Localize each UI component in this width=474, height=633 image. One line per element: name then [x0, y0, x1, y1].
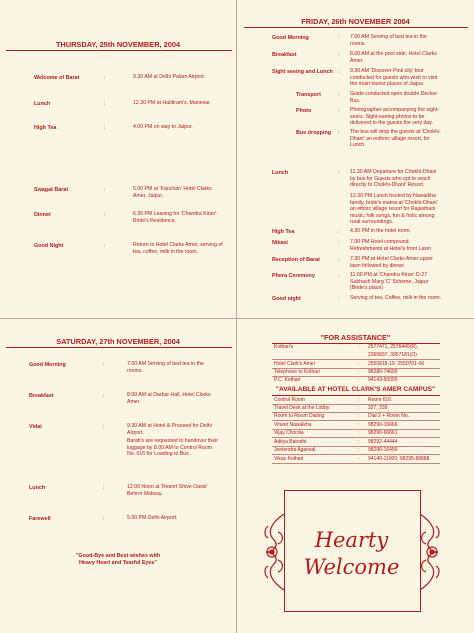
colon: :	[104, 212, 106, 218]
contact-name: Telephone to Kothari	[274, 369, 320, 375]
event-label: Good Morning	[29, 362, 66, 368]
event-label: Breakfast	[29, 393, 54, 399]
colon: :	[104, 101, 106, 107]
colon: :	[338, 170, 340, 176]
event-label: Good Night	[34, 243, 64, 249]
event-label: Welcome of Barat	[34, 75, 80, 81]
row-separator	[272, 454, 440, 455]
event-value: 7.00 AM Serving of bed tea in the rooms.	[350, 34, 427, 47]
contact-value: 327, 339	[368, 405, 388, 411]
colon: :	[103, 485, 105, 491]
colon: :	[104, 75, 106, 81]
event-label: Dinner	[34, 212, 52, 218]
contact-value: 2577471, 2576449(R),	[368, 344, 419, 350]
colon: :	[103, 516, 105, 522]
thursday-title: THURSDAY, 25th NOVEMBER, 2004	[55, 40, 181, 49]
closing-line: Heavy Heart and Tearful Eyes"	[79, 560, 157, 566]
event-label: High Tea	[272, 229, 295, 235]
colon: :	[358, 377, 360, 383]
event-value: 8.00 AM at Darbar Hall, Hotel Clarks Amer.	[127, 392, 211, 405]
colon: :	[103, 424, 105, 430]
colon: :	[358, 361, 360, 367]
contact-value: Dial 2 + Room No.	[368, 413, 409, 419]
contact-name: Control Room	[274, 397, 305, 403]
colon: :	[338, 229, 340, 235]
event-label: Phera Ceremony	[272, 273, 315, 279]
colon: :	[103, 393, 105, 399]
event-label: Nikasi	[272, 240, 288, 246]
assistance-title: "FOR ASSISTANCE"	[320, 333, 391, 342]
event-value: 11.00 PM at 'Chandra Kiran' D-27 Subhash Marg 'C' Scheme, Jaipur (Bride's place)	[350, 272, 429, 291]
event-label: Sight seeing and Lunch	[272, 69, 333, 75]
colon: :	[338, 92, 340, 98]
event-label: High Tea	[34, 125, 57, 131]
event-value: Return to Hotel Clarks Amer, serving of tea, coffee, milk in the room.	[133, 242, 223, 255]
friday-title-underline	[244, 27, 468, 28]
contact-value: 2365837, 3957181(O)	[368, 352, 417, 358]
event-value: 8.00 AM at the pool side, Hotel Clarks Amer.	[350, 51, 437, 64]
colon: :	[358, 344, 360, 350]
event-value: 9.30 AM at Delhi Palam Airport.	[133, 74, 206, 80]
event-label: Vidai	[29, 424, 42, 430]
event-value: 7.30 PM at Hotel Clarks Amer upper lawn followed by dinner.	[350, 256, 434, 269]
card-line-welcome: Welcome	[303, 555, 400, 579]
colon: :	[338, 257, 340, 263]
right-ornament-icon	[416, 512, 442, 592]
card-line-hearty: Hearty	[314, 528, 389, 552]
colon: :	[358, 447, 360, 453]
saturday-title: SATURDAY, 27th NOVEMBER, 2004	[56, 337, 180, 346]
contact-name: Travel Desk at the Lobby	[274, 405, 330, 411]
colon: :	[338, 108, 340, 114]
contact-value: 94143-50000	[368, 377, 398, 383]
colon: :	[103, 362, 105, 368]
contact-name: Vijay Chordia	[274, 430, 304, 436]
event-label: Good night	[272, 296, 301, 302]
contact-name: Jeetendra Agarwal	[274, 447, 316, 453]
event-label: Lunch	[34, 101, 51, 107]
contact-value: 98290-16456	[368, 447, 398, 453]
colon: :	[358, 405, 360, 411]
event-value: 7.00 AM Serving of bed tea in the rooms.	[127, 361, 204, 374]
colon: :	[338, 69, 340, 75]
event-label: Swagat Barat	[34, 187, 69, 193]
colon: :	[358, 413, 360, 419]
contact-name: Room to Room Dialing	[274, 413, 325, 419]
contact-name: Kothari's	[274, 344, 294, 350]
event-value: Barati's are requested to handover their luggage by 8.00 AM to Control Room No. 616 for Loading to Bus.	[127, 438, 218, 457]
colon: :	[338, 240, 340, 246]
event-label: Transport	[296, 92, 321, 98]
event-value: 12.30 PM at Haldiram's, Manesar.	[133, 100, 211, 106]
event-label: Farewell	[29, 516, 51, 522]
colon: :	[338, 130, 340, 136]
contact-value: 98280-74600	[368, 369, 398, 375]
contact-value: 2550818-19, 2550701-06	[368, 361, 425, 367]
colon: :	[338, 35, 340, 41]
event-value: 11.30 AM Departure for Chokhi-Dhani by bus for Guests who opt to reach directly to Chokhi-Dhani' Resort.	[350, 169, 437, 188]
vertical-divider	[236, 0, 237, 633]
left-ornament-icon	[262, 512, 288, 592]
colon: :	[104, 125, 106, 131]
event-label: Good Morning	[272, 35, 309, 41]
event-value: 4.30 PM in the hotel room.	[350, 228, 411, 234]
event-label: Reception of Barat	[272, 257, 320, 263]
colon: :	[358, 369, 360, 375]
contact-name: P.C. Kothari	[274, 377, 301, 383]
contact-name: Vineet Nawalkha	[274, 422, 312, 428]
row-separator	[272, 420, 440, 421]
event-value: 9.30 AM 'Discover Pink city' tour conducted for guests who wish to visit the main tourist places of Jaipur.	[350, 68, 438, 87]
event-value: 12.00 Noon at 'Resort Shive Oasis' Behror Midway.	[127, 484, 208, 497]
event-label: Bus dropping	[296, 130, 332, 136]
event-label: Photo	[296, 108, 312, 114]
contact-name: Vikas Kothari	[274, 456, 304, 462]
colon: :	[358, 422, 360, 428]
row-separator	[272, 463, 440, 464]
thursday-title-underline	[6, 50, 232, 51]
colon: :	[104, 187, 106, 193]
campus-title-underline	[272, 395, 440, 396]
colon: :	[338, 273, 340, 279]
event-label: Lunch	[272, 170, 289, 176]
event-value: 9.30 AM at Hotel & Proceed for Delhi Airport.	[127, 423, 212, 436]
event-value: 6.30 PM Leaving for 'Chandra Kiran': Bride's Residence.	[133, 211, 218, 224]
horizontal-divider	[0, 318, 474, 319]
contact-value: 98292-44444	[368, 439, 398, 445]
row-separator	[272, 359, 440, 360]
colon: :	[358, 397, 360, 403]
event-value: 4.00 PM on way to Jaipur.	[133, 124, 193, 130]
contact-name: Aditya Bairathi	[274, 439, 307, 445]
event-value: The bus will drop the guests at 'Chokhi-Dhani' an enthnic village resort, for Lunch.	[350, 129, 441, 148]
event-label: Breakfast	[272, 52, 297, 58]
colon: :	[338, 296, 340, 302]
row-separator	[272, 437, 440, 438]
event-value: 12.30 PM Lunch hosted by Nawalkha family, bride's mama at 'Chokhi-Dhani' an ethnic village resort for Rajasthani music, folk songs, fun & frolic among rural surroundings.	[350, 193, 438, 225]
contact-value: 98290-16666	[368, 422, 398, 428]
event-value: 7.00 PM Hotel compound. Refreshments at Hotel's front Lawn	[350, 239, 431, 252]
contact-value: 98290-66661	[368, 430, 398, 436]
saturday-title-underline	[6, 347, 232, 348]
event-value: 5.00 PM Delhi Airport.	[127, 515, 178, 521]
event-value: 5.00 PM at 'Kanchan' Hotel Clarks Amer, Jaipur.	[133, 186, 212, 199]
friday-title: FRIDAY, 26th NOVEMBER 2004	[301, 17, 410, 26]
event-value: Guide conducted open double Decker Bus.	[350, 91, 438, 104]
contact-value: 94140-11000, 98295-88888	[368, 456, 430, 462]
colon: :	[338, 52, 340, 58]
campus-title: "AVAILABLE AT HOTEL CLARK'S AMER CAMPUS"	[275, 386, 436, 393]
event-value: Serving of tea, Coffee, milk in the room.	[350, 295, 442, 301]
colon: :	[104, 243, 106, 249]
contact-name: Hotel Clark's Amer	[274, 361, 316, 367]
event-label: Lunch	[29, 485, 46, 491]
closing-line: "Good-Bye and Best wishes with	[75, 553, 161, 559]
event-value: Photographer accompanying the sight-seers. Sight-seeing photos to be delivered to the guests the very day.	[350, 107, 440, 126]
colon: :	[358, 430, 360, 436]
colon: :	[358, 439, 360, 445]
contact-value: Room 616	[368, 397, 392, 403]
colon: :	[358, 456, 360, 462]
